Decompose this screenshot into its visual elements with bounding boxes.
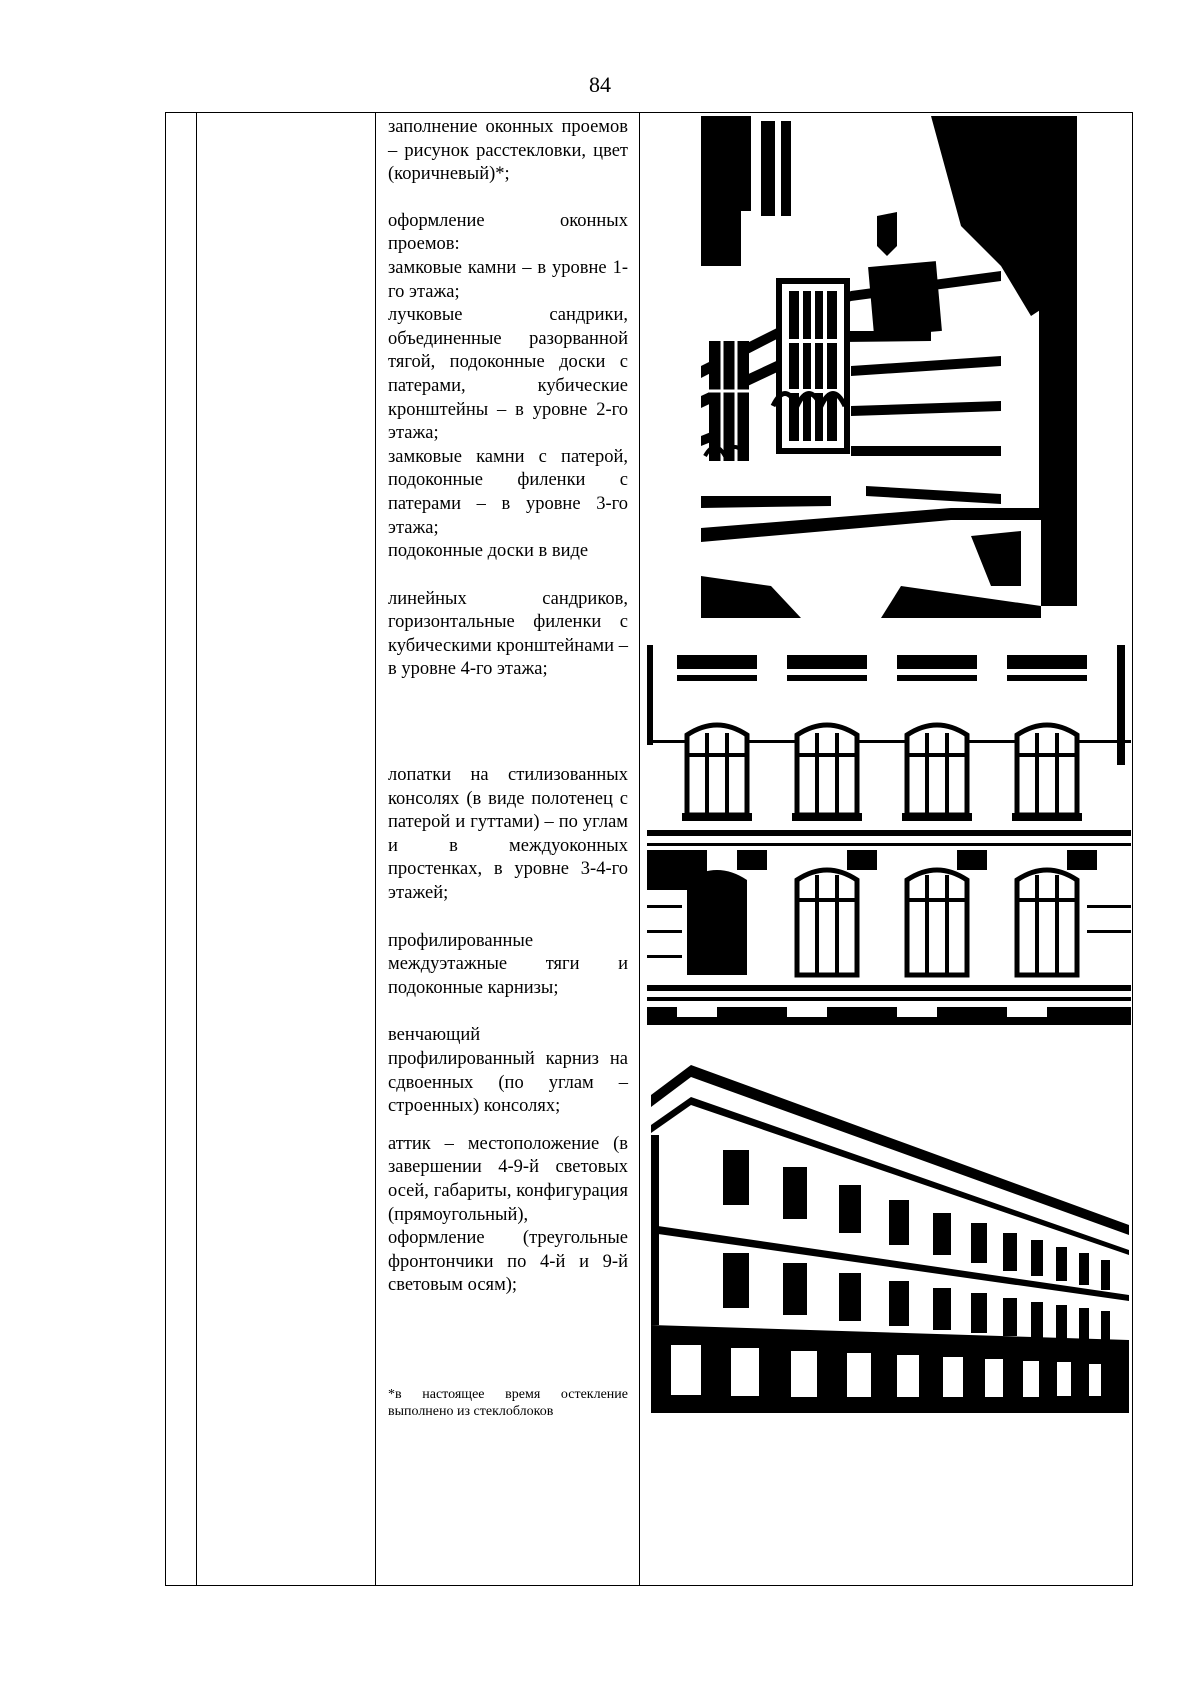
column-divider-2 (375, 112, 376, 1586)
paragraph-floor-4: линейных сандриков, горизонтальные филенки с кубическими кронштейнами – в уровне 4-го этажа; (388, 588, 628, 680)
paragraph-window-decoration: оформление оконных проемов: (388, 210, 628, 255)
paragraph-pilasters: лопатки на стилизованных консолях (в виде полотенец с патерой и гуттами) – по углам и в междуоконных простенках, в уровне 3-4-го этажей; (388, 765, 628, 904)
photo-facade-fragment (647, 645, 1131, 1025)
footnote: *в настоящее время остекление выполнено из стеклоблоков (388, 1386, 628, 1419)
paragraph-attic: аттик – местоположение (в завершении 4-9-й световых осей, габариты, конфигурация (прямоугольный), оформление (треугольные фронтончики по 4-й и 9-й световым осям); (388, 1133, 628, 1296)
paragraph-floor-3: замковые камни с патерой, подоконные филенки с патерами – в уровне 3-го этажа; (388, 446, 628, 538)
column-divider-1 (196, 112, 197, 1586)
photo-corner-windows (701, 116, 1077, 618)
paragraph-cornices: профилированные междуэтажные тяги и подоконные карнизы; (388, 930, 628, 998)
column-divider-3 (639, 112, 640, 1586)
page-number: 84 (589, 72, 611, 97)
paragraph-floor-1: замковые камни – в уровне 1-го этажа; (388, 257, 628, 302)
paragraph-window-filling: заполнение оконных проемов – рисунок расстекловки, цвет (коричневый)*; (388, 117, 628, 185)
paragraph-crowning-cornice: венчающий профилированный карниз на сдвоенных (по углам – строенных) консолях; (388, 1025, 628, 1117)
photo-building-perspective (651, 1055, 1129, 1413)
description-column (388, 116, 628, 1420)
paragraph-floor-2: лучковые сандрики, объединенные разорванной тягой, подоконные доски с патерами, кубические кронштейны – в уровне 2-го этажа; (388, 305, 628, 444)
paragraph-sill-boards: подоконные доски в виде (388, 541, 589, 562)
